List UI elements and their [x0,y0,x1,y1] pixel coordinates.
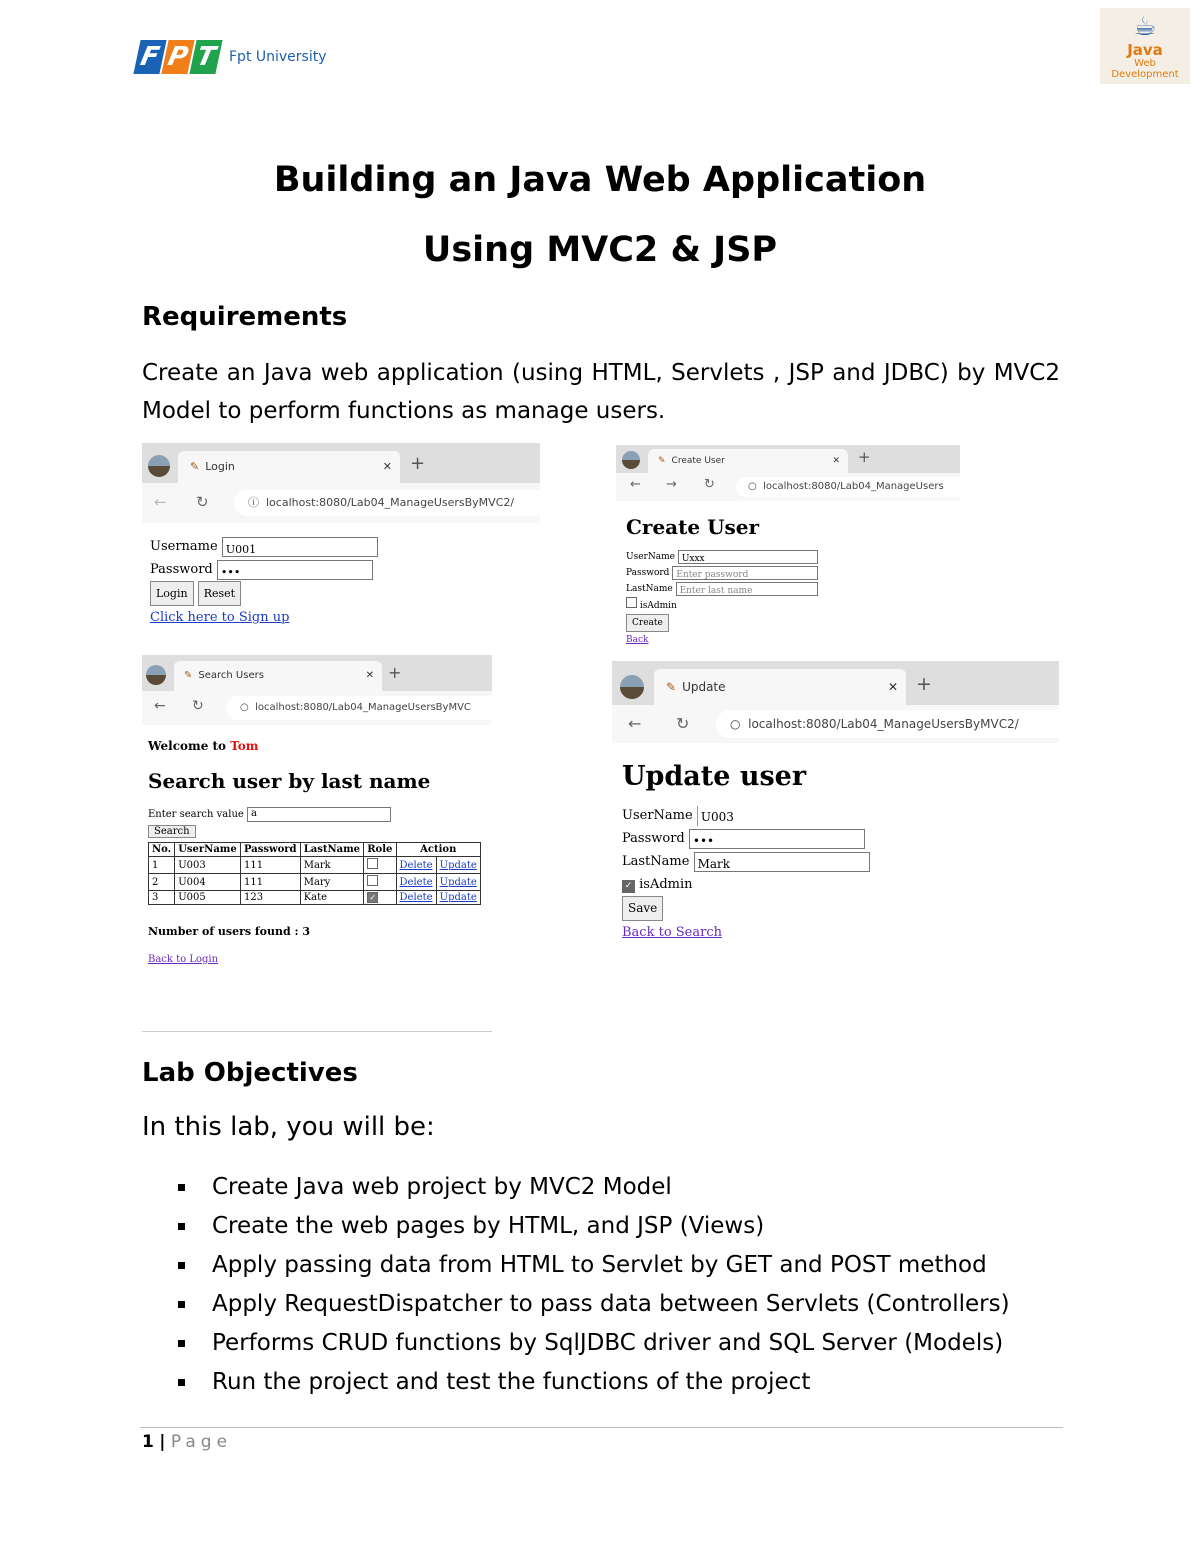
page-icon: ✎ [658,456,666,466]
cell-password: 123 [240,891,300,905]
table-header-row [149,843,481,857]
back-link[interactable]: Back [626,635,649,645]
tab-title: Login [205,460,235,473]
reload-icon[interactable]: ↻ [192,698,204,714]
list-item: Create the web pages by HTML, and JSP (Views) [178,1207,1010,1246]
back-to-search-link[interactable]: Back to Search [622,925,722,940]
search-heading: Search user by last name [148,769,431,793]
new-tab-icon[interactable]: + [858,448,871,466]
list-item: Create Java web project by MVC2 Model [178,1168,1010,1207]
password-input[interactable]: Enter password [672,566,818,580]
column-header: No. [149,843,175,857]
back-arrow-icon[interactable]: ← [630,477,641,492]
login-button[interactable]: Login [150,581,194,606]
reload-icon[interactable]: ↻ [196,493,209,511]
cell-lastname: Mark [300,857,364,874]
page-word: Page [170,1432,233,1452]
close-icon[interactable]: ✕ [365,670,374,681]
browser-tab[interactable] [648,449,848,473]
back-arrow-icon[interactable]: ← [628,714,642,733]
university-name: Fpt University [229,49,327,65]
welcome-text [148,739,486,753]
back-arrow-icon[interactable]: ← [154,698,166,714]
cell-lastname: Kate [300,891,364,905]
table-row [149,857,481,874]
url-text: localhost:8080/Lab04_ManageUsers [763,481,944,492]
delete-link[interactable]: Delete [399,876,433,888]
java-logo-title: Java [1127,41,1163,59]
welcome-name: Tom [230,739,259,753]
cell-username: U005 [175,891,241,905]
profile-avatar [620,675,644,699]
password-input[interactable]: ••• [689,829,865,849]
cell-password: 111 [240,874,300,891]
footer-divider [140,1427,1063,1428]
username-label: UserName [622,808,693,823]
back-to-login-link[interactable]: Back to Login [148,954,219,965]
lastname-label: LastName [626,584,673,594]
page-number: 1 [142,1432,154,1452]
browser-tab[interactable] [178,451,400,483]
page-footer: 1 | Page [142,1432,233,1452]
cell-username: U003 [175,857,241,874]
list-item: Apply RequestDispatcher to pass data between Servlets (Controllers) [178,1285,1010,1324]
username-label: UserName [626,552,675,562]
username-value: U003 [697,806,767,826]
url-text: localhost:8080/Lab04_ManageUsersByMVC [255,702,471,713]
table-row [149,874,481,891]
page-title-line2: Using MVC2 & JSP [422,230,778,270]
page-icon: ✎ [190,460,200,473]
role-checkbox[interactable] [367,858,378,869]
users-count: Number of users found : 3 [148,925,311,938]
close-icon[interactable]: ✕ [382,460,392,473]
objectives-heading: Lab Objectives [142,1058,358,1088]
objectives-intro: In this lab, you will be: [142,1112,435,1142]
tab-title: Search Users [198,670,264,681]
cell-password: 111 [240,857,300,874]
password-input[interactable]: ••• [217,560,373,580]
column-header: UserName [175,843,241,857]
close-icon[interactable]: ✕ [832,456,840,466]
create-user-screenshot [616,445,960,650]
password-label: Password [622,831,685,846]
create-button[interactable]: Create [626,614,669,632]
url-text: localhost:8080/Lab04_ManageUsersByMVC2/ [748,717,1019,731]
role-checkbox[interactable]: ✓ [367,892,378,903]
requirements-text: Create an Java web application (using HTML, Servlets , JSP and JDBC) by MVC2 Model to perform functions as manage users. [142,360,1060,424]
username-input[interactable]: U001 [222,537,378,557]
search-label: Enter search value [148,809,244,820]
cell-no: 3 [149,891,175,905]
close-icon[interactable]: ✕ [887,680,898,694]
isadmin-checkbox[interactable] [626,597,637,608]
lastname-input[interactable]: Enter last name [676,582,818,596]
password-label: Password [150,562,213,577]
new-tab-icon[interactable]: + [410,453,426,474]
username-label: Username [150,539,218,554]
fpt-logo [137,40,327,74]
column-header: Action [396,843,480,857]
address-bar[interactable]: ○ localhost:8080/Lab04_ManageUsers [736,477,960,497]
isadmin-checkbox[interactable]: ✓ [622,880,635,893]
java-logo [1100,8,1190,84]
requirements-heading: Requirements [142,302,348,332]
isadmin-label: isAdmin [639,601,677,611]
address-bar[interactable]: ⓘ localhost:8080/Lab04_ManageUsersByMVC2/ [234,490,540,516]
lastname-input[interactable]: Mark [694,852,870,872]
delete-link[interactable]: Delete [399,892,433,903]
page-icon: ✎ [666,680,677,694]
fpt-letter-t: T [189,40,222,74]
forward-arrow-icon[interactable]: → [666,477,677,492]
profile-avatar [146,665,166,685]
lastname-label: LastName [622,854,690,869]
update-heading: Update user [622,761,807,792]
search-input[interactable]: a [247,807,391,822]
column-header: LastName [300,843,364,857]
username-input[interactable]: Uxxx [678,550,818,564]
welcome-label: Welcome to [148,739,227,753]
list-item: Apply passing data from HTML to Servlet by GET and POST method [178,1246,1010,1285]
table-row [149,891,481,905]
column-header: Role [364,843,396,857]
reset-button[interactable]: Reset [198,581,241,606]
isadmin-label: isAdmin [639,877,693,892]
address-bar[interactable]: ○ localhost:8080/Lab04_ManageUsersByMVC [226,696,492,720]
tab-title: Create User [671,456,725,466]
fpt-letter-f: F [133,40,166,74]
tab-title: Update [682,680,726,694]
list-item: Performs CRUD functions by SqlJDBC driver and SQL Server (Models) [178,1324,1010,1363]
cell-username: U004 [175,874,241,891]
update-link[interactable]: Update [439,892,477,903]
users-table [148,842,481,905]
search-users-screenshot [142,655,492,1032]
reload-icon[interactable]: ↻ [704,477,715,492]
fpt-letter-p: P [161,40,194,74]
update-link[interactable]: Update [439,859,477,871]
reload-icon[interactable]: ↻ [676,714,690,733]
password-row [150,558,532,581]
role-checkbox[interactable] [367,875,378,886]
address-bar[interactable]: ○ localhost:8080/Lab04_ManageUsersByMVC2/ [716,710,1059,738]
list-item: Run the project and test the functions of the project [178,1363,1010,1402]
profile-avatar [622,451,640,469]
new-tab-icon[interactable]: + [388,663,402,682]
password-label: Password [626,568,670,578]
objectives-list [178,1168,1010,1402]
cell-no: 1 [149,857,175,874]
update-link[interactable]: Update [439,876,477,888]
browser-tab[interactable] [174,661,382,691]
cell-lastname: Mary [300,874,364,891]
signup-link[interactable]: Click here to Sign up [150,610,290,625]
page-title-line1: Building an Java Web Application [273,160,927,200]
java-cup-icon: ☕ [1133,12,1157,42]
username-row [150,535,532,558]
browser-tab[interactable] [654,669,906,705]
column-header: Password [240,843,300,857]
save-button[interactable]: Save [622,896,663,921]
cell-no: 2 [149,874,175,891]
new-tab-icon[interactable]: + [916,673,932,695]
back-arrow-icon[interactable]: ← [154,493,167,511]
page-icon: ✎ [184,670,193,681]
url-text: localhost:8080/Lab04_ManageUsersByMVC2/ [266,496,515,509]
search-button[interactable]: Search [148,825,196,838]
update-user-screenshot [612,661,1059,966]
java-logo-subtitle: Web Development [1111,58,1179,80]
delete-link[interactable]: Delete [399,859,433,871]
profile-avatar [148,455,170,477]
login-screenshot [142,443,540,633]
create-user-heading: Create User [626,515,760,539]
